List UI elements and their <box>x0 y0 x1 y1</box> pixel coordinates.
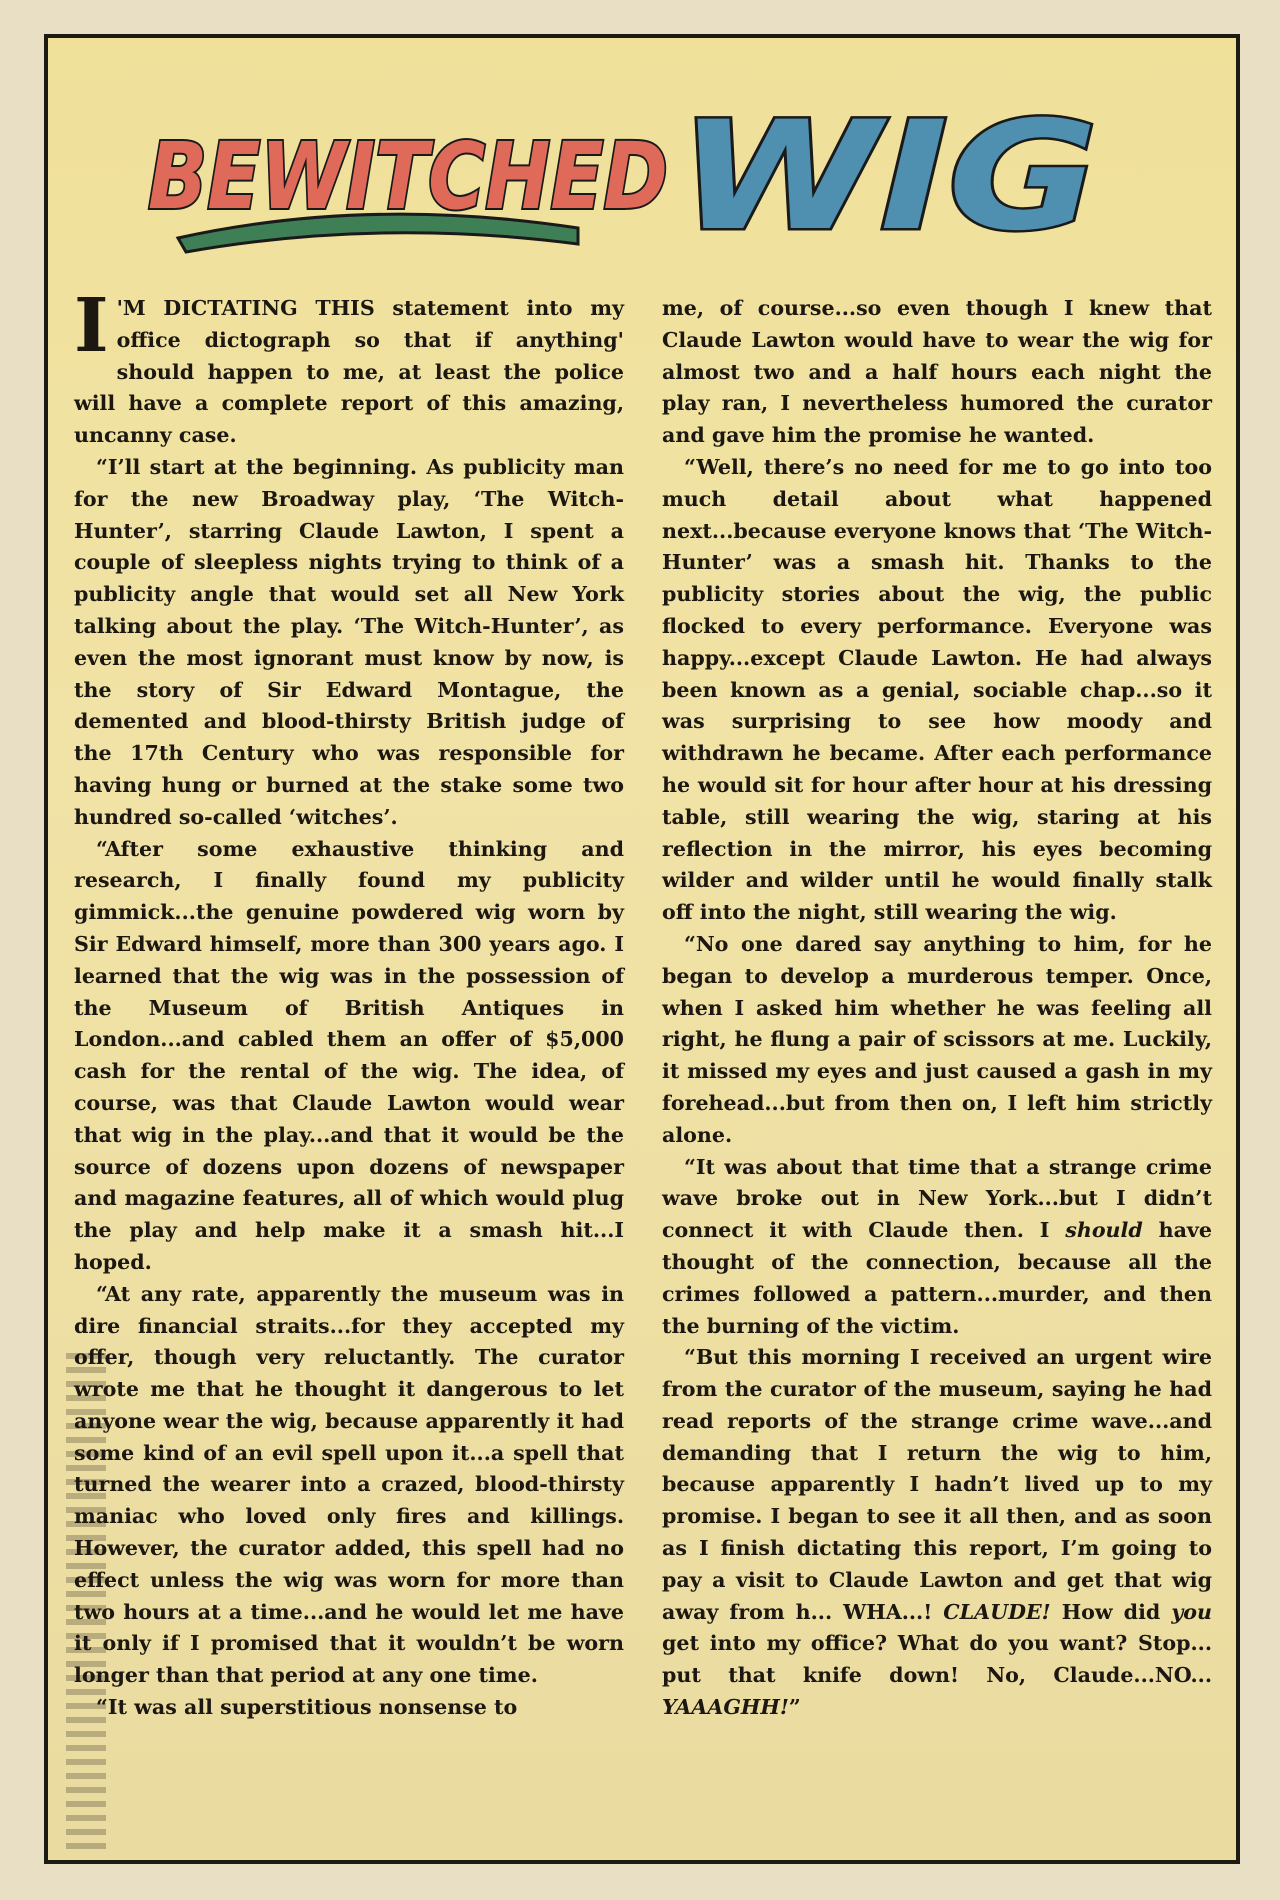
paragraph-5-continued: me, of course...so even though I knew that Claude Lawton would have to wear the wig for almost two and a half hours each night the play ran, I nevertheless humored the curator and gave him the promise he wanted. <box>662 296 1212 448</box>
drop-cap: I <box>74 283 109 369</box>
title-wig: WIG <box>678 90 1098 264</box>
paragraph-6: “Well, there’s no need for me to go into too much detail about what happened next...because everyone knows that ‘The Witch-Hunter’ was a smash hit. Thanks to the publicity stories about the wig, the public flocked to every performance. Everyone was happy...except Claude Lawton. He had always been known as a genial, sociable chap...so it was surprising to see how moody and withdrawn he became. After each performance he would sit for hour after hour at his dressing table, still wearing the wig, staring at his reflection in the mirror, his eyes becoming wilder and wilder until he would finally stalk off into the night, still wearing the wig. <box>662 454 1212 925</box>
paragraph-4: “At any rate, apparently the museum was in dire financial straits...for they accepted my offer, though very reluctantly. The curator wrote me that he thought it dangerous to let anyone wear the wig, because apparently it had some kind of an evil spell upon it...a spell that turned the wearer into a crazed, blood-thirsty maniac who loved only fires and killings. However, the curator added, this spell had no effect unless the wig was worn for more than two hours at a time...and he would let me have it only if I promised that it wouldn’t be worn longer than that period at any one time. <box>74 1281 624 1688</box>
story-column-right <box>662 293 1212 1838</box>
paragraph-8: “It was about that time that a strange crime wave broke out in New York...but I didn’t connect it with Claude then. I should have thought of the connection, because all the crimes followed a pattern...murder, and then the burning of the victim. <box>662 1154 1212 1338</box>
story-body <box>74 283 1212 1838</box>
story-page <box>44 34 1240 1864</box>
paragraph-9: “But this morning I received an urgent wire from the curator of the museum, saying he had read reports of the strange crime wave...and demanding that I return the wig to him, because apparently I hadn’t lived up to my promise. I began to see it all then, and as soon as I finish dictating this report, I’m going to pay a visit to Claude Lawton and get that wig away from h... WHA...! CLAUDE! How did you get into my office? What do you want? Stop... put that knife down! No, Claude...NO... YAAAGHH!” <box>662 1345 1212 1720</box>
paragraph-1-text: 'M DICTATING THIS statement into my office dictograph so that if anything' should happen to me, at least the police will have a complete report of this amazing, uncanny case. <box>74 296 624 448</box>
title-logo <box>108 78 1188 288</box>
paragraph-7: “No one dared say anything to him, for he began to develop a murderous temper. Once, when I asked him whether he was feeling all right, he flung a pair of scissors at me. Luckily, it missed my eyes and just caused a gash in my forehead...but from then on, I left him strictly alone. <box>662 931 1212 1147</box>
paragraph-1 <box>74 283 624 452</box>
title-bewitched: BEWITCHED <box>148 123 668 230</box>
paragraph-5: “It was all superstitious nonsense to <box>96 1695 518 1720</box>
story-column-left <box>74 283 624 1838</box>
story-title <box>108 78 1188 288</box>
paragraph-2: “I’ll start at the beginning. As publicity man for the new Broadway play, ‘The Witch-Hunter’, starring Claude Lawton, I spent a couple of sleepless nights trying to think of a publicity angle that would set all New York talking about the play. ‘The Witch-Hunter’, as even the most ignorant must know by now, is the story of Sir Edward Montague, the demented and blood-thirsty British judge of the 17th Century who was responsible for having hung or burned at the stake some two hundred so-called ‘witches’. <box>74 454 624 829</box>
print-damage-mark <box>66 1353 106 1853</box>
paragraph-3: “After some exhaustive thinking and research, I finally found my publicity gimmick...the genuine powdered wig worn by Sir Edward himself, more than 300 years ago. I learned that the wig was in the possession of the Museum of British Antiques in London...and cabled them an offer of $5,000 cash for the rental of the wig. The idea, of course, was that Claude Lawton would wear that wig in the play...and that it would be the source of dozens upon dozens of newspaper and magazine features, all of which would plug the play and help make it a smash hit...I hoped. <box>74 836 624 1274</box>
